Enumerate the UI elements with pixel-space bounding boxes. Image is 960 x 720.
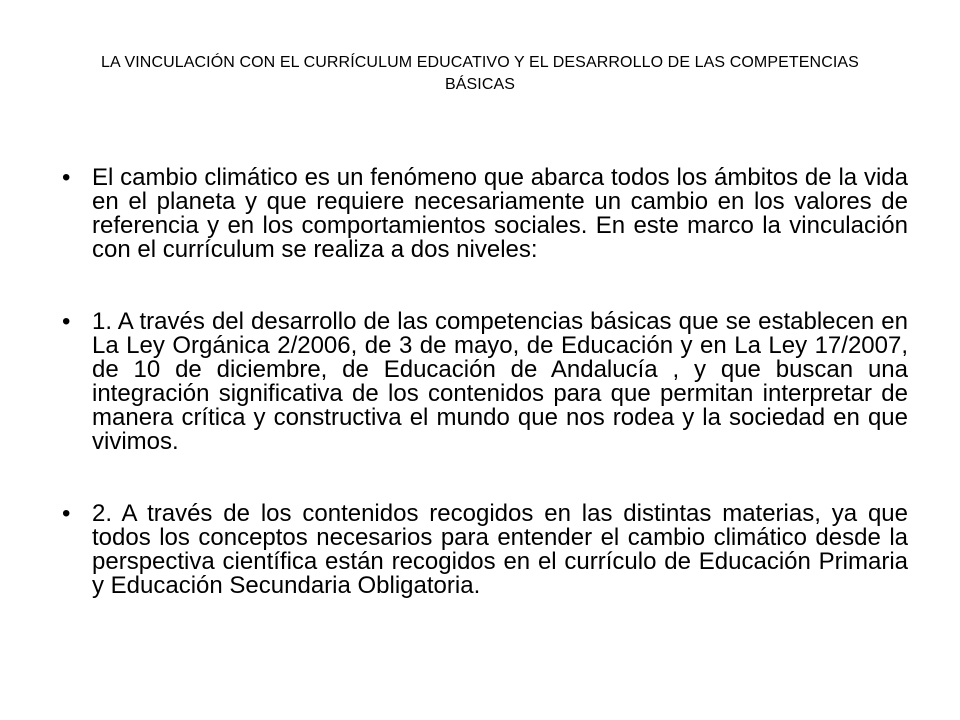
bullet-dot-icon: • [62, 500, 71, 527]
bullet-item-3 [62, 502, 908, 598]
bullet-text: 2. A través de los contenidos recogidos en las distintas materias, ya que todos los conceptos necesarios para entender el cambio climático desde la perspectiva científica están recogidos en el currículo de Educación Primaria y Educación Secundaria Obligatoria. [92, 500, 908, 599]
bullet-item-1 [62, 166, 908, 262]
bullet-item-2 [62, 310, 908, 454]
bullet-dot-icon: • [62, 164, 71, 191]
bullet-text: El cambio climático es un fenómeno que abarca todos los ámbitos de la vida en el planeta y que requiere necesariamente un cambio en los valores de referencia y en los comportamientos sociales. En este marco la vinculación con el currículum se realiza a dos niveles: [92, 164, 908, 263]
slide-title: LA VINCULACIÓN CON EL CURRÍCULUM EDUCATIVO Y EL DESARROLLO DE LAS COMPETENCIAS BÁSICAS [101, 54, 859, 93]
bullet-text: 1. A través del desarrollo de las competencias básicas que se establecen en La Ley Orgánica 2/2006, de 3 de mayo, de Educación y en La Ley 17/2007, de 10 de diciembre, de Educación de Andalucía , y que buscan una integración significativa de los contenidos para que permitan interpretar de manera crítica y constructiva el mundo que nos rodea y la sociedad en que vivimos. [92, 308, 908, 455]
bullet-dot-icon: • [62, 308, 71, 335]
bullet-list [62, 166, 908, 598]
